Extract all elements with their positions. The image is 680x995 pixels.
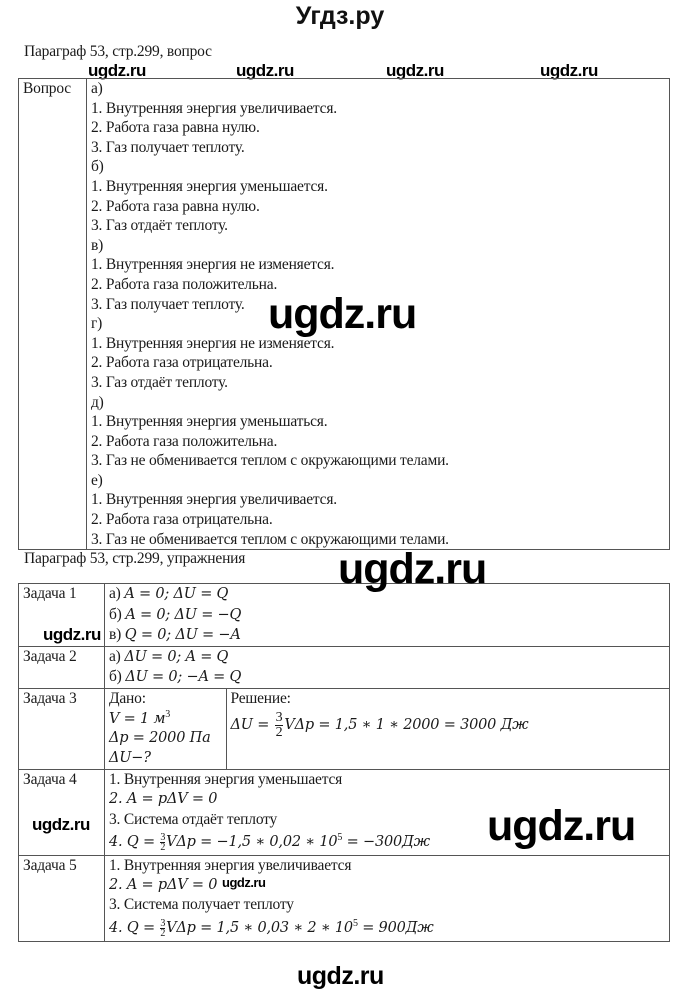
task-1-label: Задача 1 (23, 585, 77, 602)
watermark: ugdz.ru (386, 61, 444, 80)
part-prefix: а) (109, 647, 125, 665)
table-row (19, 856, 670, 942)
answer-line (109, 647, 665, 668)
section-caption-question: Параграф 53, стр.299, вопрос (24, 43, 212, 60)
answer-line: 1. Внутренняя энергия уменьшается. (91, 177, 328, 195)
part-prefix: б) (109, 668, 126, 686)
formula: ΔU = 0; −A = Q (125, 669, 242, 686)
given-unknown: ΔU−? (109, 749, 151, 766)
answer-line: 1. Внутренняя энергия увеличивается. (91, 491, 337, 509)
task-label (19, 770, 105, 856)
answer-line: 2. Работа газа положительна. (91, 275, 278, 293)
task-3-label: Задача 3 (23, 689, 77, 707)
answer-line (109, 625, 665, 646)
part-prefix: в) (109, 626, 125, 644)
denominator: 2 (160, 842, 166, 854)
given-volume: V = 1 м (109, 710, 166, 727)
task-label (19, 646, 105, 688)
watermark: ugdz.ru (222, 875, 266, 890)
numerator: 3 (160, 832, 166, 844)
formula: ΔU = 0; A = Q (124, 648, 229, 665)
formula: A = 0; ΔU = −Q (125, 606, 242, 623)
superscript: 5 (352, 917, 358, 929)
part-letter: б) (91, 158, 104, 176)
watermark: ugdz.ru (43, 625, 101, 644)
watermark: ugdz.ru (236, 61, 294, 80)
answer-line: 2. Работа газа равна нулю. (91, 197, 260, 215)
part-letter: а) (91, 80, 103, 97)
answer-line: 2. Работа газа равна нулю. (91, 119, 260, 137)
answer-line: 3. Газ получает теплоту. (91, 295, 245, 313)
task-answer (105, 688, 670, 769)
task-5-label: Задача 5 (23, 857, 77, 875)
answer-line: 1. Внутренняя энергия увеличивается. (91, 99, 337, 117)
answer-line: 1. Внутренняя энергия увеличивается (109, 857, 352, 875)
answer-line: 1. Внутренняя энергия не изменяется. (91, 256, 335, 274)
table-row (19, 646, 670, 688)
formula: VΔp = 1,5 ∗ 1 ∗ 2000 = 3000 Дж (284, 716, 529, 733)
answer-line: 2. Работа газа положительна. (91, 432, 278, 450)
watermark: ugdz.ru (88, 61, 146, 80)
answer-line: 3. Система получает теплоту (109, 896, 294, 914)
row-label (19, 79, 87, 550)
watermark: ugdz.ru (540, 61, 598, 80)
given-line (109, 709, 222, 730)
given-solution-table (105, 689, 669, 769)
answer-line: 3. Газ получает теплоту. (91, 138, 245, 156)
answer-line: 2. A = pΔV = 0 (109, 876, 218, 893)
answer-line: 2. A = pΔV = 0 (109, 790, 218, 807)
task-label (19, 856, 105, 942)
part-letter: в) (91, 236, 104, 254)
task-label (19, 688, 105, 769)
given-cell (105, 689, 226, 769)
exercises-table (18, 583, 670, 942)
superscript: 5 (337, 831, 343, 843)
task-answer (105, 646, 670, 688)
answer-line: 2. Работа газа отрицательна. (91, 354, 273, 372)
question-label: Вопрос (23, 80, 71, 97)
answer-line: 2. Работа газа отрицательна. (91, 511, 273, 529)
formula: 4. Q = (109, 834, 160, 851)
task-answer (105, 856, 670, 942)
watermark: ugdz.ru (32, 815, 90, 834)
formula: 4. Q = (109, 919, 160, 936)
given-title: Дано: (109, 689, 146, 707)
formula: = 900Дж (357, 919, 434, 936)
answer-line: 3. Газ отдаёт теплоту. (91, 373, 228, 391)
numerator: 3 (275, 709, 283, 725)
part-letter: г) (91, 315, 103, 333)
table-row (19, 688, 670, 769)
given-pressure: Δp = 2000 Па (109, 730, 211, 747)
answer-line (109, 605, 665, 626)
solution-formula (231, 711, 666, 740)
formula: A = 0; ΔU = Q (124, 586, 229, 602)
watermark-footer: ugdz.ru (297, 962, 384, 990)
answer-line: 3. Система отдаёт теплоту (109, 810, 278, 828)
part-letter: е) (91, 471, 103, 489)
answer-line: 3. Газ не обменивается теплом с окружающими телами. (91, 530, 449, 548)
formula: = −300Дж (342, 834, 430, 851)
fraction (160, 833, 165, 852)
answer-line: 1. Внутренняя энергия не изменяется. (91, 334, 335, 352)
answer-line: 1. Внутренняя энергия уменьшается (109, 771, 343, 789)
section-caption-exercises: Параграф 53, стр.299, упражнения (24, 550, 246, 567)
fraction (160, 919, 165, 938)
formula: VΔp = 1,5 ∗ 0,03 ∗ 2 ∗ 10 (166, 919, 353, 936)
formula: Q = 0; ΔU = −A (124, 627, 241, 644)
formula: ΔU = (230, 716, 274, 733)
answer-line (109, 915, 665, 941)
answer-line (109, 667, 665, 688)
denominator: 2 (160, 927, 166, 939)
superscript: 3 (165, 708, 171, 720)
watermark: ugdz.ru (487, 802, 636, 850)
formula: VΔp = −1,5 ∗ 0,02 ∗ 10 (166, 834, 338, 851)
part-prefix: а) (109, 585, 125, 602)
solution-title: Решение: (230, 689, 291, 707)
site-title: Угдз.ру (295, 2, 385, 30)
part-letter: д) (91, 393, 104, 411)
watermark: ugdz.ru (268, 290, 417, 338)
numerator: 3 (160, 917, 166, 929)
answer-line: 3. Газ отдаёт теплоту. (91, 217, 228, 235)
answer-line: 3. Газ не обменивается теплом с окружающими телами. (91, 452, 449, 470)
denominator: 2 (275, 724, 283, 740)
task-4-label: Задача 4 (23, 771, 77, 789)
fraction (275, 711, 284, 740)
part-prefix: б) (109, 605, 126, 623)
task-2-label: Задача 2 (23, 647, 77, 665)
answer-line: 1. Внутренняя энергия уменьшаться. (91, 413, 328, 431)
watermark: ugdz.ru (338, 545, 487, 593)
solution-cell (226, 689, 669, 769)
